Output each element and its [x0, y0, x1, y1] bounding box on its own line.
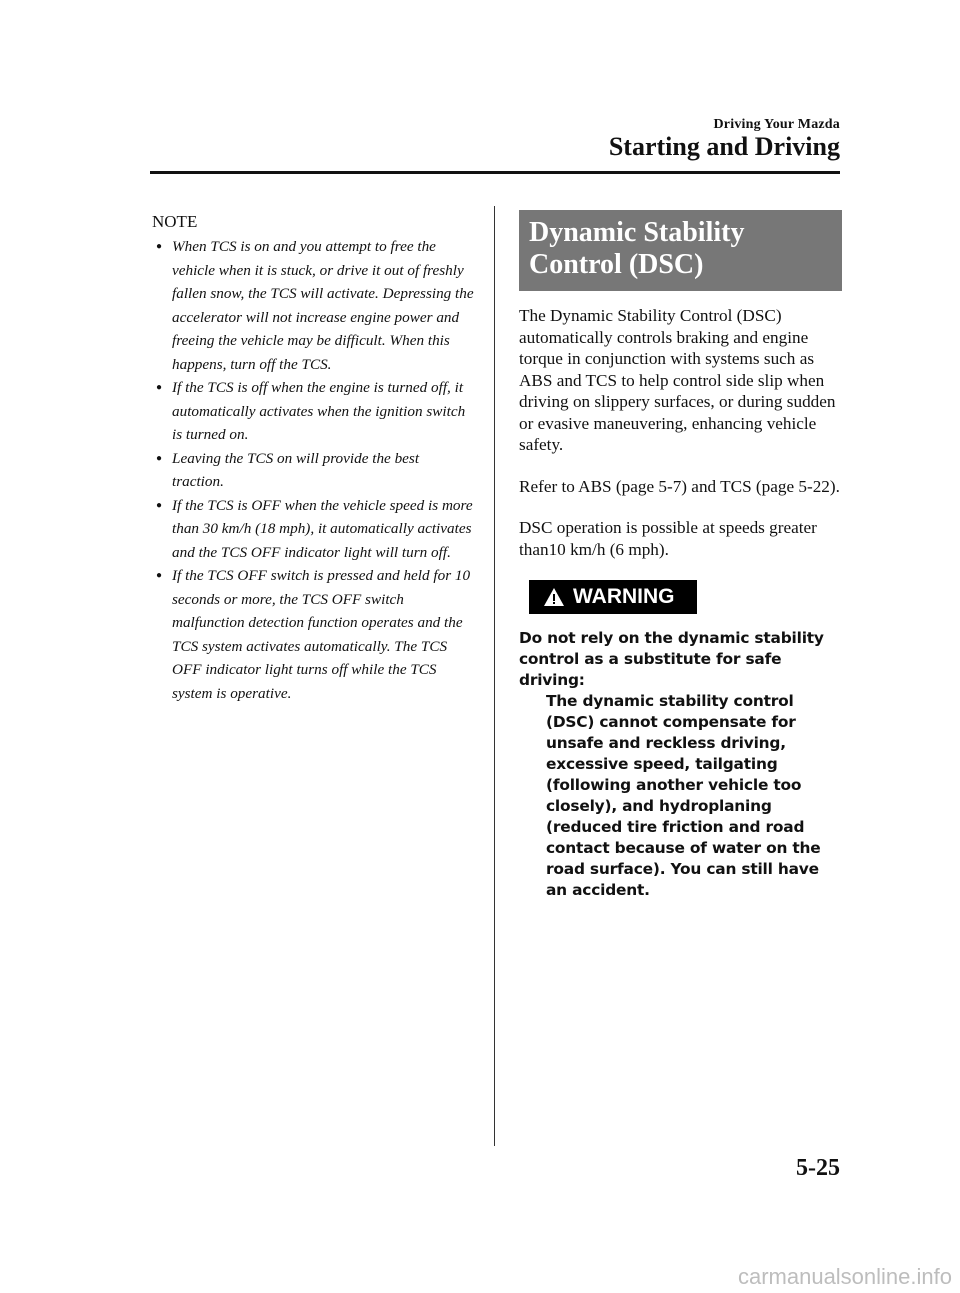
warning-triangle-icon — [543, 587, 565, 607]
warning-body: The dynamic stability control (DSC) cannot compensate for unsafe and reckless driving, excessive speed, tailgating (following another vehicle too closely), and hydroplaning (reduced tire friction and road contact because of water on the road surface). You can still have an accident. — [546, 692, 821, 899]
note-item — [152, 494, 474, 565]
page-number: 5-25 — [796, 1155, 840, 1181]
note-item — [152, 376, 474, 447]
chapter-title: Starting and Driving — [608, 132, 840, 161]
right-column — [519, 210, 842, 901]
header-rule — [150, 171, 840, 174]
column-divider — [494, 206, 495, 1146]
note-text: When TCS is on and you attempt to free the vehicle when it is stuck, or drive it out of freshly fallen snow, the TCS will activate. Depressing the accelerator will not increase engine power and freeing the vehicle may be difficult. When this happens, turn off the TCS. — [172, 238, 474, 373]
note-text: If the TCS OFF switch is pressed and held for 10 seconds or more, the TCS OFF switch malfunction detection function operates and the TCS system activates automatically. The TCS OFF indicator light turns off while the TCS system is operative. — [172, 567, 471, 702]
note-text: If the TCS is off when the engine is turned off, it automatically activates when the ignition switch is turned on. — [172, 379, 466, 443]
section-heading: Dynamic Stability Control (DSC) — [519, 210, 842, 291]
note-title: NOTE — [152, 212, 198, 231]
left-column — [152, 212, 474, 705]
bullet-icon: ● — [156, 570, 163, 581]
section-label: Driving Your Mazda — [713, 117, 840, 132]
warning-lead: Do not rely on the dynamic stability control as a substitute for safe driving: — [519, 629, 824, 689]
bullet-icon: ● — [156, 499, 163, 511]
note-text: If the TCS is OFF when the vehicle speed is more than 30 km/h (18 mph), it automatically activates and the TCS OFF indicator light will turn off. — [172, 496, 473, 561]
bullet-icon: ● — [156, 452, 163, 464]
bullet-icon: ● — [156, 241, 163, 252]
watermark: carmanualsonline.info — [737, 1264, 952, 1289]
warning-badge — [529, 580, 697, 614]
note-item — [152, 235, 474, 376]
note-text: Leaving the TCS on will provide the best traction. — [172, 449, 420, 490]
bullet-icon: ● — [156, 382, 163, 393]
body-paragraph: Refer to ABS (page 5-7) and TCS (page 5-22). — [519, 476, 840, 496]
note-list — [152, 235, 474, 705]
note-item — [152, 564, 474, 705]
body-paragraph: The Dynamic Stability Control (DSC) automatically controls braking and engine torque in conjunction with systems such as ABS and TCS to help control side slip when driving on slippery surfaces, or during sudden or evasive maneuvering, enhancing vehicle safety. — [519, 306, 836, 454]
warning-label: WARNING — [573, 585, 675, 608]
body-paragraph: DSC operation is possible at speeds greater than10 km/h (6 mph). — [519, 518, 817, 559]
note-item — [152, 447, 474, 494]
